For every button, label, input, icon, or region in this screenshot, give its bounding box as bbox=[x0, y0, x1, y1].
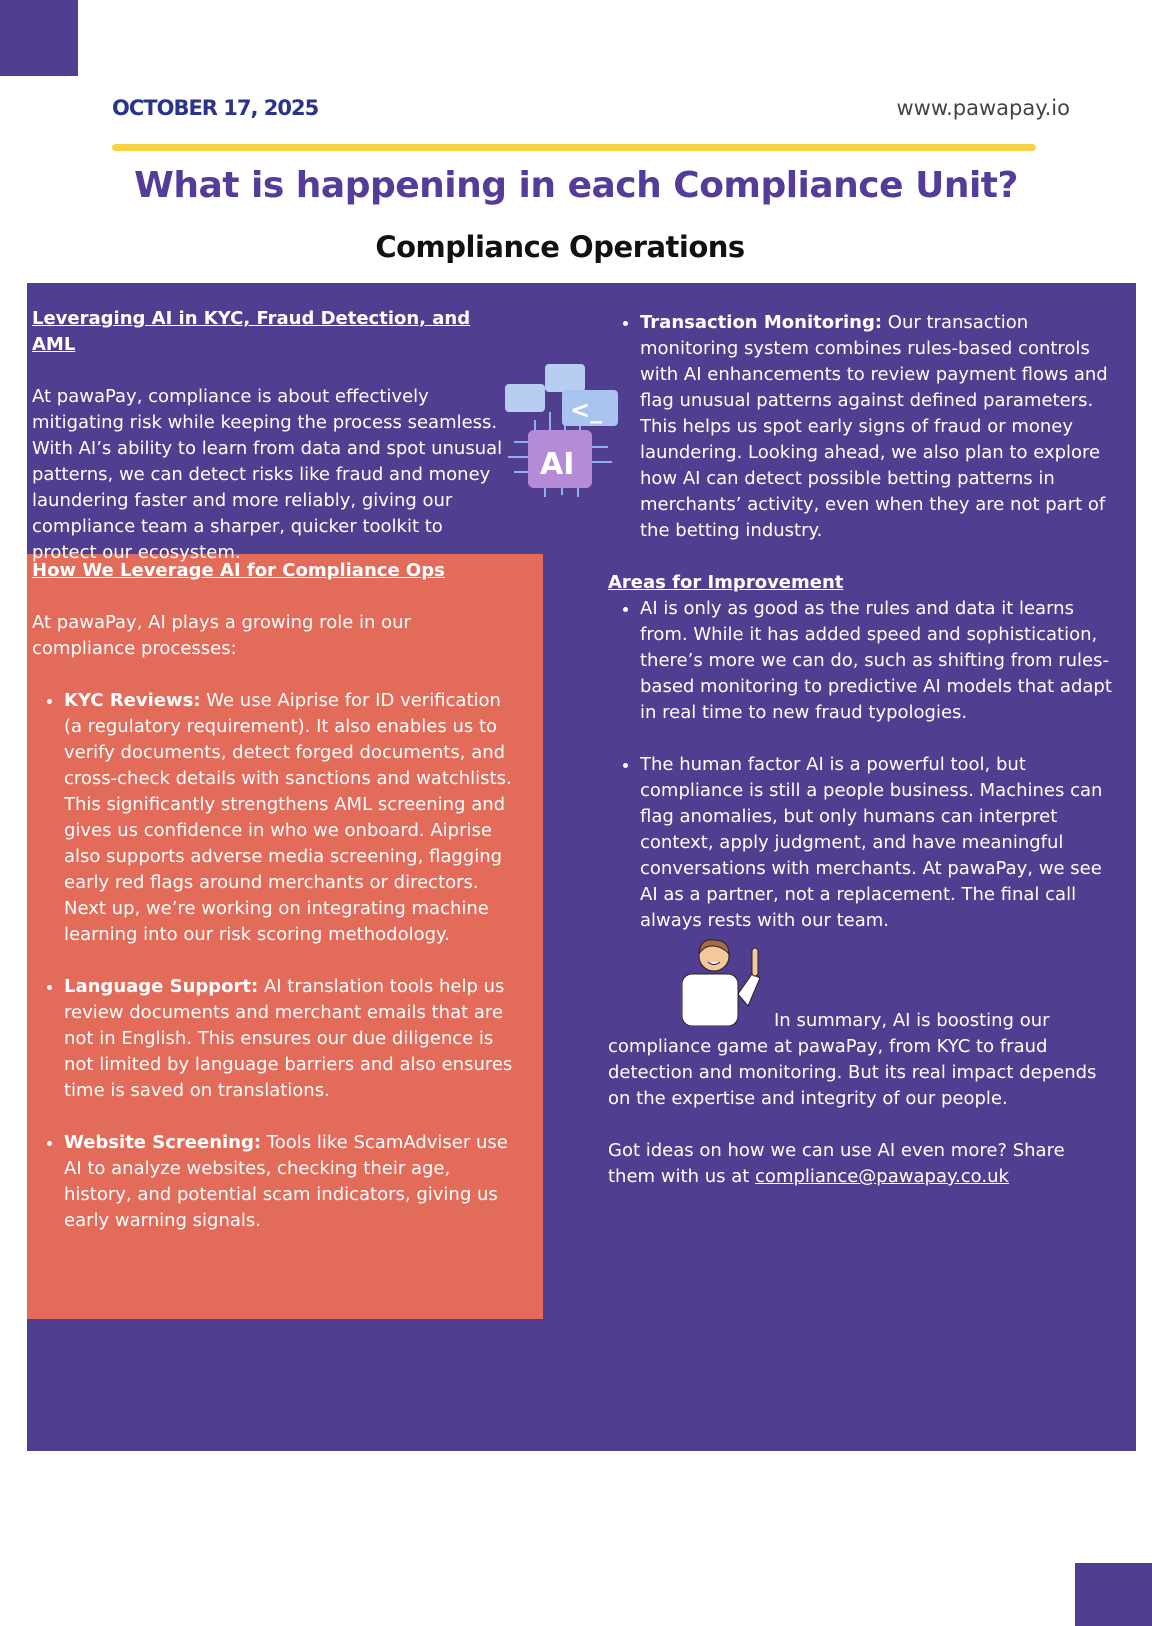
section-subtitle: Compliance Operations bbox=[375, 230, 745, 264]
corner-decoration-bottom bbox=[1075, 1563, 1152, 1626]
cta-text: Got ideas on how we can use AI even more? Share them with us at bbox=[608, 1140, 1065, 1187]
left-intro bbox=[32, 306, 512, 566]
summary-paragraph: In summary, AI is boosting our compliance game at pawaPay, from KYC to fraud detection and monitoring. But its real impact depends on the expertise and integrity of our people. bbox=[608, 1010, 1097, 1109]
email-link[interactable]: compliance@pawapay.co.uk bbox=[755, 1166, 1009, 1187]
heading-areas-improvement: Areas for Improvement bbox=[608, 572, 844, 593]
right-column bbox=[608, 310, 1113, 1190]
list-item-improvement: • The human factor AI is a powerful tool, but compliance is still a people business. Machines can flag anomalies, but only humans can interpret context, apply judgment, and have meaningful conversations with merchants. At pawaPay, we see AI as a partner, not a replacement. The final call always rests with our team. bbox=[640, 752, 1113, 934]
bullet-text: AI translation tools help us review documents and merchant emails that are not in English. This ensures our due diligence is not limited by language barriers and also ensures time is saved on translations. bbox=[64, 976, 513, 1101]
bullet-text: Tools like ScamAdviser use AI to analyze websites, checking their age, history, and potential scam indicators, giving us early warning signals. bbox=[64, 1132, 508, 1231]
summary-block bbox=[608, 934, 1113, 1112]
svg-text:<_: <_ bbox=[570, 396, 603, 424]
svg-text:AI: AI bbox=[540, 447, 575, 482]
issue-date: OCTOBER 17, 2025 bbox=[112, 96, 319, 120]
ai-chip-icon bbox=[500, 362, 620, 497]
list-item-improvement: • AI is only as good as the rules and data it learns from. While it has added speed and sophistication, there’s more we can do, such as shifting from rules-based monitoring to predictive AI models that adapt in real time to new fraud typologies. bbox=[640, 596, 1113, 726]
intro2-paragraph: At pawaPay, AI plays a growing role in our compliance processes: bbox=[32, 612, 411, 659]
heading-leveraging-ai: Leveraging AI in KYC, Fraud Detection, and AML bbox=[32, 308, 471, 355]
bullet-label: Website Screening: bbox=[64, 1132, 262, 1153]
tm-list bbox=[608, 310, 1113, 544]
bullet-label: Language Support: bbox=[64, 976, 259, 997]
person-pointing-illustration bbox=[682, 934, 770, 1026]
list-item-transaction-monitoring bbox=[640, 310, 1113, 544]
list-item-kyc bbox=[64, 688, 522, 948]
list-item-website bbox=[64, 1130, 522, 1234]
left-ai-uses bbox=[32, 558, 522, 1260]
list-item-language bbox=[64, 974, 522, 1104]
bullet-label: KYC Reviews: bbox=[64, 690, 201, 711]
improvement-list bbox=[608, 596, 1113, 934]
heading-how-we-leverage: How We Leverage AI for Compliance Ops bbox=[32, 560, 445, 581]
ai-uses-list bbox=[32, 688, 522, 1234]
page-title: What is happening in each Compliance Unit? bbox=[134, 165, 1018, 206]
corner-decoration-top bbox=[0, 0, 78, 76]
bullet-label: Transaction Monitoring: bbox=[640, 312, 883, 333]
bullet-text: We use Aiprise for ID verification (a regulatory requirement). It also enables us to verify documents, detect forged documents, and cross-check details with sanctions and watchlists. This significantly strengthens AML screening and gives us confidence in who we onboard. Aiprise also supports adverse media screening, flagging early red flags around merchants or directors. Next up, we’re working on integrating machine learning into our risk scoring methodology. bbox=[64, 690, 512, 945]
cta-paragraph bbox=[608, 1138, 1113, 1190]
divider bbox=[112, 144, 1036, 151]
website-url[interactable]: www.pawapay.io bbox=[896, 96, 1070, 120]
intro-paragraph: At pawaPay, compliance is about effectively mitigating risk while keeping the process seamless. With AI’s ability to learn from data and spot unusual patterns, we can detect risks like fraud and money laundering faster and more reliably, giving our compliance team a sharper, quicker toolkit to protect our ecosystem. bbox=[32, 386, 503, 563]
bullet-text: Our transaction monitoring system combines rules-based controls with AI enhancements to review payment flows and flag unusual patterns against defined parameters. This helps us spot early signs of fraud or money laundering. Looking ahead, we also plan to explore how AI can detect possible betting patterns in merchants’ activity, even when they are not part of the betting industry. bbox=[640, 312, 1108, 541]
